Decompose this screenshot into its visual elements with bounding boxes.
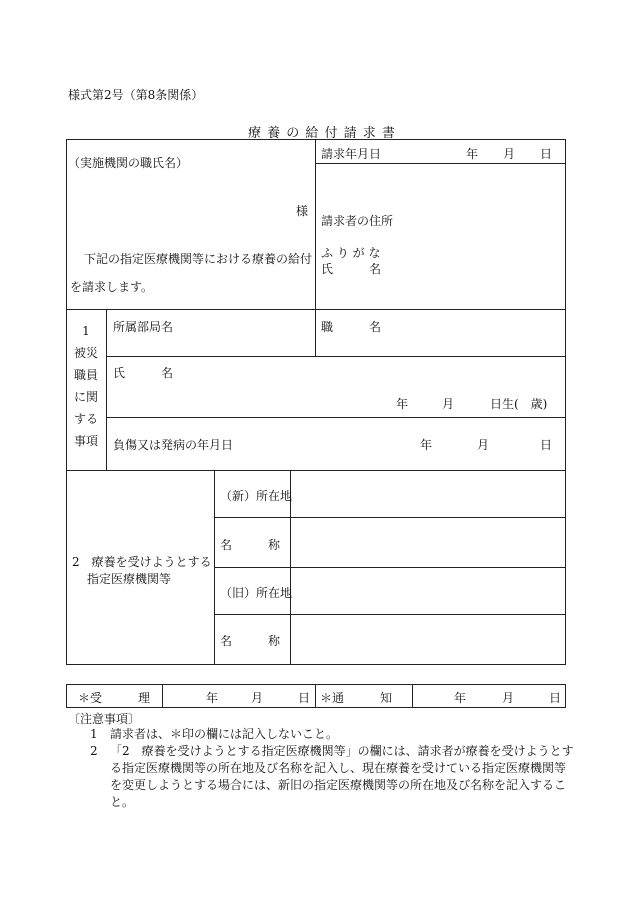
requester-address-label: 請求者の住所 xyxy=(321,214,394,228)
received-day[interactable]: 日 xyxy=(298,691,311,705)
furigana-label: ふ り が な xyxy=(321,246,381,260)
notified-month[interactable]: 月 xyxy=(502,691,515,705)
old-location-label: （旧）所在地 xyxy=(220,586,293,600)
section2-label-line1: 2 療養を受けようとする xyxy=(72,555,212,569)
section1-label-line: 被災 xyxy=(73,346,98,360)
new-name-label: 名 称 xyxy=(220,538,281,552)
section2-label-line2: 指定医療機関等 xyxy=(87,572,172,586)
agency-name-label: （実施機関の職氏名） xyxy=(68,156,189,170)
birth-year[interactable]: 年 xyxy=(396,397,409,411)
divider xyxy=(214,517,566,518)
divider xyxy=(315,139,316,356)
divider xyxy=(66,470,566,471)
injury-date-label: 負傷又は発病の年月日 xyxy=(113,438,234,452)
received-month[interactable]: 月 xyxy=(251,691,264,705)
injury-day[interactable]: 日 xyxy=(540,438,553,452)
section1-label-line: 職員 xyxy=(73,368,98,382)
section1-label-line: に関 xyxy=(73,390,98,404)
injury-year[interactable]: 年 xyxy=(420,438,433,452)
old-name-label: 名 称 xyxy=(220,634,281,648)
form-number: 様式第2号（第8条関係） xyxy=(68,88,204,102)
received-year[interactable]: 年 xyxy=(206,691,219,705)
victim-name-label: 氏 名 xyxy=(113,366,174,380)
section1-label-line: する xyxy=(73,412,98,426)
job-title-label: 職 名 xyxy=(321,320,382,334)
form-title: 療 養 の 給 付 請 求 書 xyxy=(248,126,396,141)
notified-label: ＊通 知 xyxy=(320,691,393,705)
notes-list xyxy=(84,726,574,811)
divider xyxy=(106,417,566,418)
section1-label-line: 事項 xyxy=(73,434,98,448)
note-item xyxy=(84,726,574,743)
injury-month[interactable]: 月 xyxy=(477,438,490,452)
divider xyxy=(214,567,566,568)
note-item xyxy=(84,743,574,811)
notes-heading: 〔注意事項〕 xyxy=(68,712,141,726)
department-label: 所属部局名 xyxy=(113,320,174,334)
requester-name-label: 氏 名 xyxy=(321,262,382,276)
divider xyxy=(106,309,107,470)
notified-day[interactable]: 日 xyxy=(549,691,562,705)
note-number: 2 xyxy=(90,744,98,758)
note-text: 「2 療養を受けようとする指定医療機関等」の欄には、請求者が療養を受けようとする指定医療機関等の所在地及び名称を記入し、現在療養を受けている指定医療機関等を変更しようとする場合には、新旧の指定医療機関等の所在地及び名称を記入すること。 xyxy=(110,744,574,809)
notified-year[interactable]: 年 xyxy=(454,691,467,705)
note-text: 請求者は、＊印の欄には記入しないこと。 xyxy=(110,727,339,741)
section1-label xyxy=(66,320,106,452)
request-text-line2: を請求します。 xyxy=(70,280,154,294)
divider xyxy=(214,614,566,615)
divider xyxy=(315,163,566,164)
divider xyxy=(162,684,163,708)
request-day[interactable]: 日 xyxy=(540,147,553,161)
request-year[interactable]: 年 xyxy=(466,147,479,161)
divider xyxy=(106,356,566,357)
honorific-sama: 様 xyxy=(296,204,309,218)
request-month[interactable]: 月 xyxy=(503,147,516,161)
birth-month[interactable]: 月 xyxy=(442,397,455,411)
section1-number: 1 xyxy=(82,324,90,338)
divider xyxy=(66,309,566,310)
divider xyxy=(412,684,413,708)
request-date-label: 請求年月日 xyxy=(321,147,382,161)
received-label: ＊受 理 xyxy=(78,691,151,705)
request-text-line1: 下記の指定医療機関等における療養の給付 xyxy=(84,252,313,266)
divider xyxy=(315,684,316,708)
new-location-label: （新）所在地 xyxy=(220,489,293,503)
note-number: 1 xyxy=(90,727,98,741)
birth-day-age[interactable]: 日生( 歳) xyxy=(490,397,548,411)
